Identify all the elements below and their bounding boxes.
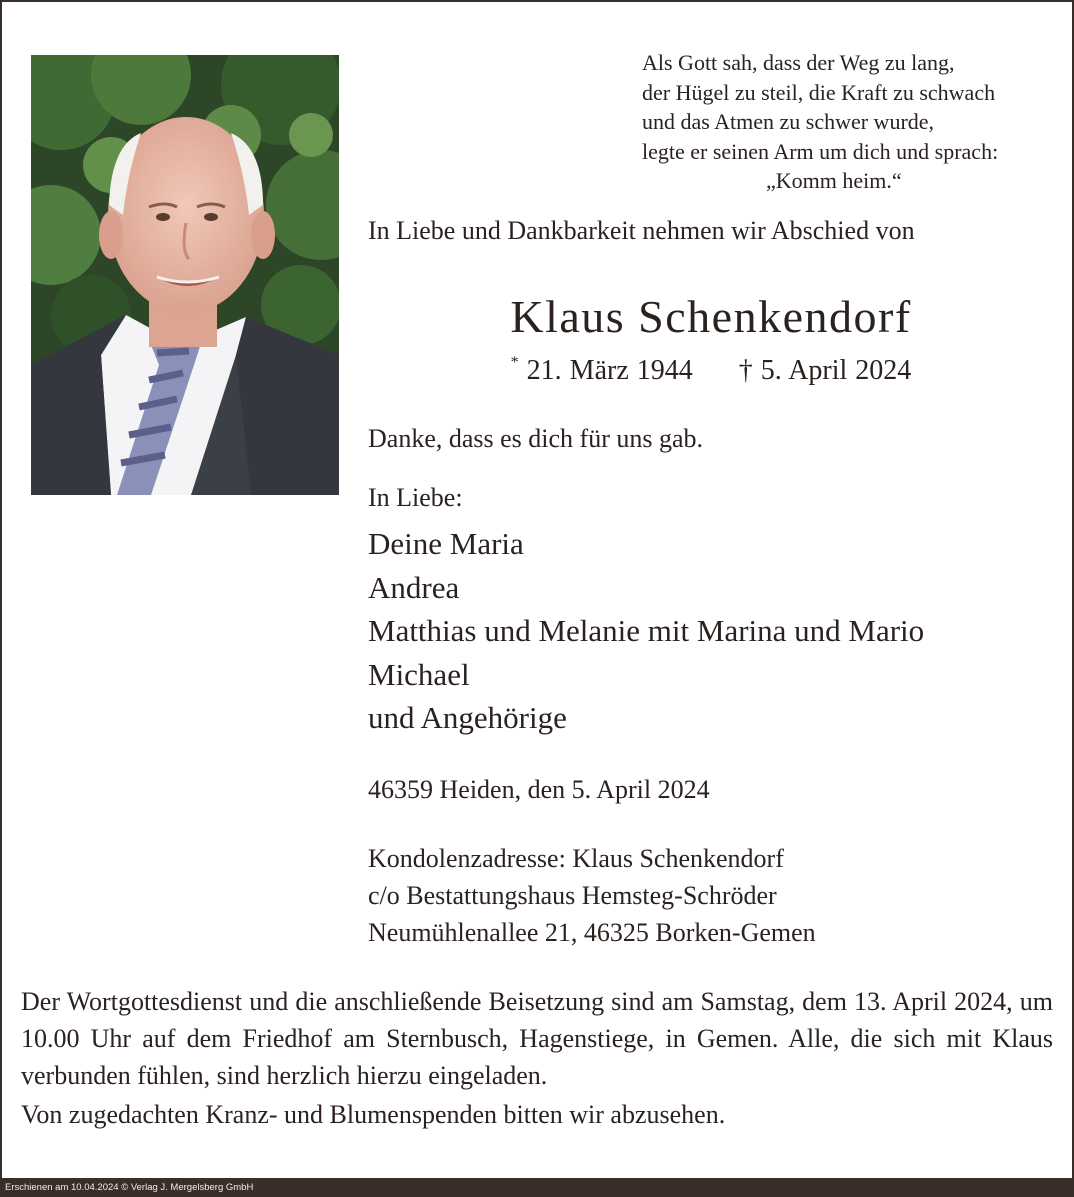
intro-text: In Liebe und Dankbarkeit nehmen wir Abschied von xyxy=(368,216,915,245)
service-info: Der Wortgottesdienst und die anschließende Beisetzung sind am Samstag, dem 13. April 2024, um 10.00 Uhr auf dem Friedhof am Sternbusch, Hagenstiege, in Gemen. Alle, die sich mit Klaus verbunden fühlen, sind herzlich hierzu eingeladen. xyxy=(21,987,1053,1090)
poem-line: der Hügel zu steil, die Kraft zu schwach xyxy=(642,79,996,105)
birth-symbol: * xyxy=(510,354,519,371)
birth-date: 21. März 1944 xyxy=(526,355,693,386)
family-list xyxy=(368,522,924,740)
portrait-photo xyxy=(31,55,339,495)
death-date: † 5. April 2024 xyxy=(738,355,912,386)
life-dates xyxy=(368,354,1054,387)
publication-footer: Erschienen am 10.04.2024 © Verlag J. Mergelsberg GmbH xyxy=(0,1178,1074,1197)
family-member: Michael xyxy=(368,656,470,692)
family-member: und Angehörige xyxy=(368,700,567,735)
condolence-line: Neumühlenallee 21, 46325 Borken-Gemen xyxy=(368,918,816,947)
poem xyxy=(642,48,998,196)
poem-line: „Komm heim.“ xyxy=(766,168,902,193)
in-love-label: In Liebe: xyxy=(368,483,463,512)
portrait-illustration xyxy=(31,55,339,495)
thanks-text: Danke, dass es dich für uns gab. xyxy=(368,424,704,453)
place-date: 46359 Heiden, den 5. April 2024 xyxy=(368,775,710,804)
condolence-line: Kondolenzadresse: Klaus Schenkendorf xyxy=(368,844,784,873)
poem-line: legte er seinen Arm um dich und sprach: xyxy=(642,138,999,164)
condolence-address xyxy=(368,840,816,951)
donations-note: Von zugedachten Kranz- und Blumenspenden bitten wir abzusehen. xyxy=(21,1100,726,1129)
poem-line: und das Atmen zu schwer wurde, xyxy=(642,109,935,134)
family-member: Andrea xyxy=(368,569,460,605)
family-member: Matthias und Melanie mit Marina und Mario xyxy=(368,613,925,648)
poem-line: Als Gott sah, dass der Weg zu lang, xyxy=(642,50,955,75)
condolence-line: c/o Bestattungshaus Hemsteg-Schröder xyxy=(368,881,777,910)
family-member: Deine Maria xyxy=(368,526,524,561)
deceased-name: Klaus Schenkendorf xyxy=(510,291,912,342)
